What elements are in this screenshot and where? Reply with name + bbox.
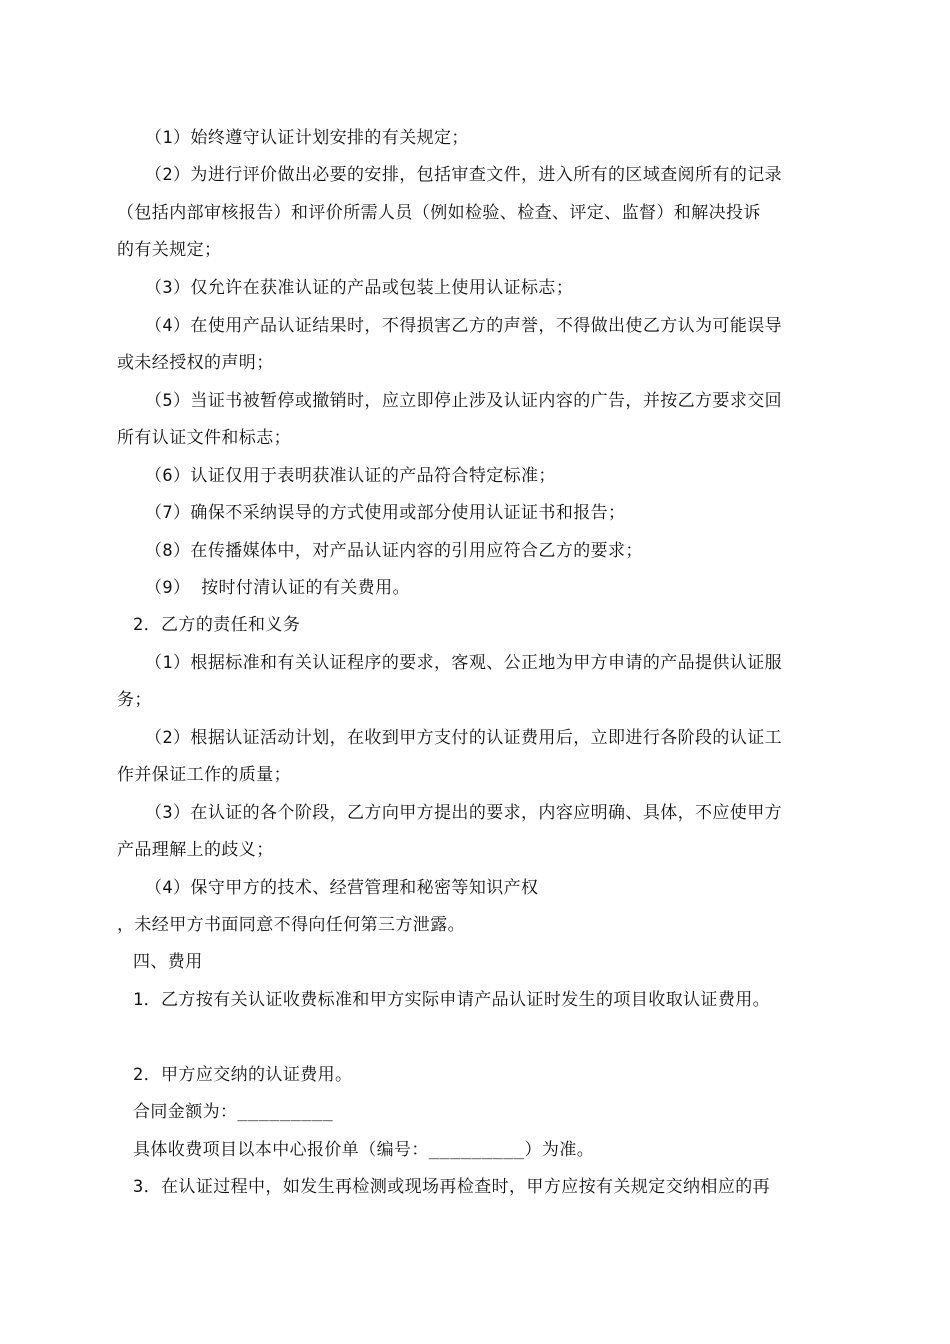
fee-item-2: 2．甲方应交纳的认证费用。 [133, 1065, 353, 1085]
section-heading-party-b-duties: 2．乙方的责任和义务 [133, 615, 301, 635]
clause-item-3: （3）仅允许在获准认证的产品或包装上使用认证标志； [145, 278, 574, 298]
clause-item-4-line-2: 或未经授权的声明； [117, 353, 274, 373]
clause-item-6: （6）认证仅用于表明获准认证的产品符合特定标准； [145, 466, 556, 486]
quotation-reference-line: 具体收费项目以本中心报价单（编号：_________）为准。 [133, 1140, 595, 1160]
fee-item-3: 3．在认证过程中，如发生再检测或现场再检查时，甲方应按有关规定交纳相应的再 [133, 1177, 771, 1197]
duty-item-1-line-2: 务； [117, 690, 152, 710]
duty-item-3-line-1: （3）在认证的各个阶段，乙方向甲方提出的要求，内容应明确、具体，不应使甲方 [145, 803, 783, 823]
clause-item-5-line-1: （5）当证书被暂停或撤销时，应立即停止涉及认证内容的广告，并按乙方要求交回 [145, 391, 783, 411]
clause-item-5-line-2: 所有认证文件和标志； [117, 428, 291, 448]
clause-item-2-line-3: 的有关规定； [117, 240, 222, 260]
fee-item-1: 1．乙方按有关认证收费标准和甲方实际申请产品认证时发生的项目收取认证费用。 [133, 990, 771, 1010]
duty-item-3-line-2: 产品理解上的歧义； [117, 840, 274, 860]
duty-item-1-line-1: （1）根据标准和有关认证程序的要求，客观、公正地为甲方申请的产品提供认证服 [145, 653, 783, 673]
duty-item-2-line-2: 作并保证工作的质量； [117, 765, 291, 785]
duty-item-4-line-2: ，未经甲方书面同意不得向任何第三方泄露。 [117, 915, 465, 935]
clause-item-1: （1）始终遵守认证计划安排的有关规定； [145, 128, 469, 148]
duty-item-2-line-1: （2）根据认证活动计划，在收到甲方支付的认证费用后，立即进行各阶段的认证工 [145, 728, 783, 748]
clause-item-7: （7）确保不采纳误导的方式使用或部分使用认证证书和报告； [145, 503, 626, 523]
clause-item-9: （9） 按时付清认证的有关费用。 [145, 578, 410, 598]
clause-item-2-line-1: （2）为进行评价做出必要的安排，包括审查文件，进入所有的区域查阅所有的记录 [145, 165, 783, 185]
duty-item-4-line-1: （4）保守甲方的技术、经营管理和秘密等知识产权 [145, 878, 539, 898]
clause-item-4-line-1: （4）在使用产品认证结果时，不得损害乙方的声誉，不得做出使乙方认为可能误导 [145, 316, 783, 336]
clause-item-2-line-2: （包括内部审核报告）和评价所需人员（例如检验、检查、评定、监督）和解决投诉 [117, 203, 761, 223]
clause-item-8: （8）在传播媒体中，对产品认证内容的引用应符合乙方的要求； [145, 541, 643, 561]
contract-amount-line: 合同金额为：_________ [133, 1102, 334, 1122]
section-heading-fees: 四、费用 [133, 952, 203, 972]
